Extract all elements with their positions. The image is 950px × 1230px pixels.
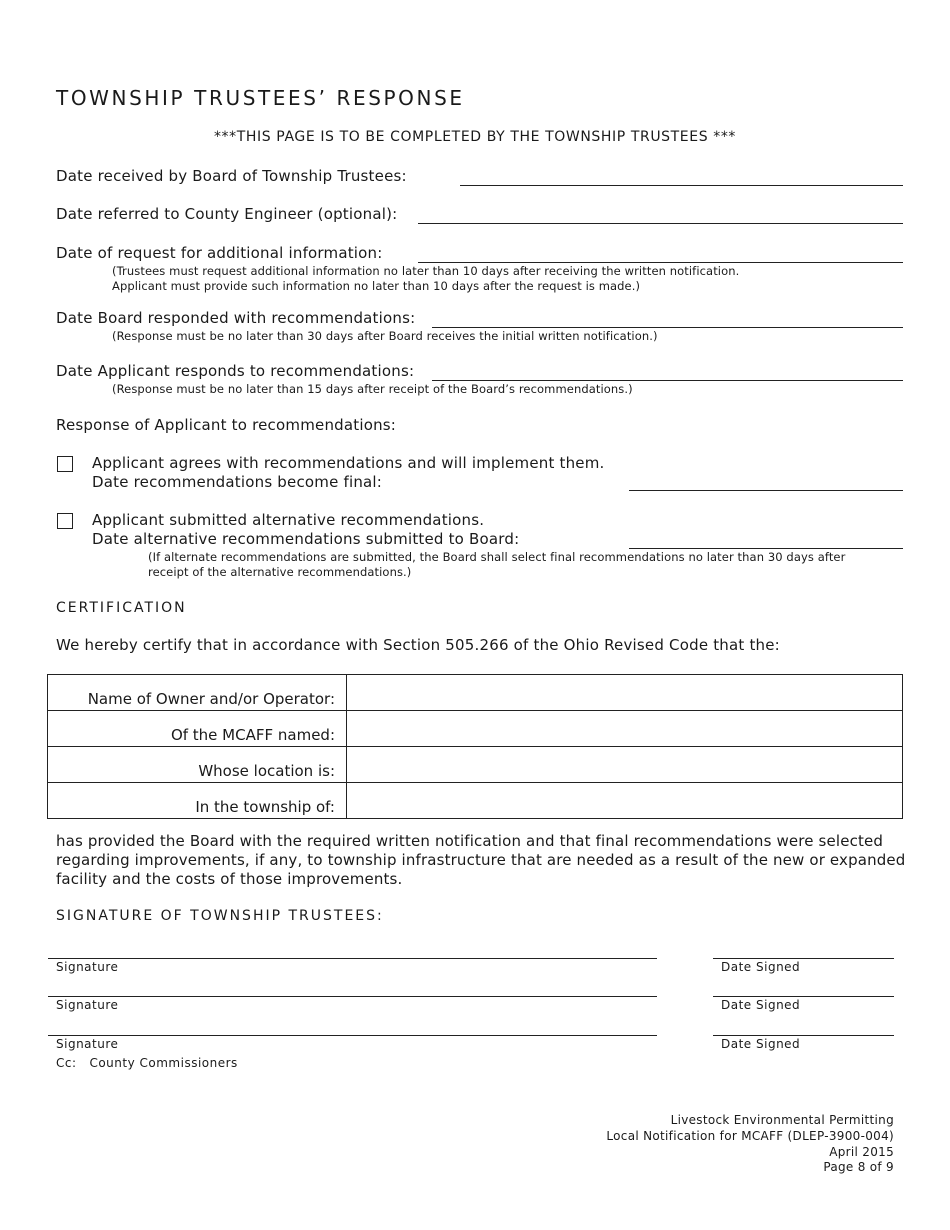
date-request-field[interactable] — [418, 262, 903, 263]
board-responded-field[interactable] — [432, 327, 903, 328]
date-request-label: Date of request for additional information: — [56, 244, 383, 262]
date-signed-field-2[interactable] — [713, 996, 894, 997]
table-row — [48, 747, 903, 783]
alternative-checkbox[interactable] — [57, 513, 73, 529]
township-field[interactable] — [347, 783, 903, 819]
alternative-date-field[interactable] — [629, 548, 903, 549]
location-label: Whose location is: — [48, 747, 347, 783]
location-field[interactable] — [347, 747, 903, 783]
signatures-heading: SIGNATURE OF TOWNSHIP TRUSTEES: — [56, 908, 384, 924]
certification-heading: CERTIFICATION — [56, 600, 187, 616]
board-responded-label: Date Board responded with recommendations: — [56, 309, 416, 327]
page-number: Page 8 of 9 — [823, 1160, 894, 1174]
table-row — [48, 675, 903, 711]
date-received-label: Date received by Board of Township Trustees: — [56, 167, 407, 185]
footer-date: April 2015 — [829, 1145, 894, 1159]
date-signed-label-2: Date Signed — [721, 998, 801, 1012]
alternative-note-line-2: receipt of the alternative recommendations.) — [148, 565, 412, 579]
agree-checkbox[interactable] — [57, 456, 73, 472]
alternative-option-label: Applicant submitted alternative recommendations. — [92, 511, 485, 529]
applicant-responds-label: Date Applicant responds to recommendations: — [56, 362, 415, 380]
signature-label-3: Signature — [56, 1037, 119, 1051]
request-note-line-1: (Trustees must request additional information no later than 10 days after receiving the written notification. — [112, 264, 740, 278]
board-responded-note: (Response must be no later than 30 days after Board receives the initial written notification.) — [112, 329, 658, 343]
final-date-label: Date recommendations become final: — [92, 473, 383, 491]
cc-line: Cc: County Commissioners — [56, 1056, 238, 1070]
page-title: TOWNSHIP TRUSTEES’ RESPONSE — [56, 86, 465, 110]
certification-statement: has provided the Board with the required written notification and that final recommendations were selected regarding improvements, if any, to township infrastructure that are needed as a result of the new or expanded facility and the costs of those improvements. — [56, 832, 906, 888]
signature-field-3[interactable] — [48, 1035, 657, 1036]
owner-operator-field[interactable] — [347, 675, 903, 711]
table-row — [48, 711, 903, 747]
footer-form-name: Local Notification for MCAFF (DLEP-3900-004) — [606, 1129, 894, 1143]
certification-table — [47, 674, 903, 819]
mcaff-name-field[interactable] — [347, 711, 903, 747]
alternative-note-line-1: (If alternate recommendations are submitted, the Board shall select final recommendations no later than 30 days after — [148, 550, 846, 564]
signature-field-2[interactable] — [48, 996, 657, 997]
final-date-field[interactable] — [629, 490, 903, 491]
instruction-banner: ***THIS PAGE IS TO BE COMPLETED BY THE TOWNSHIP TRUSTEES *** — [213, 129, 737, 145]
agree-option-label: Applicant agrees with recommendations and will implement them. — [92, 454, 605, 472]
date-referred-field[interactable] — [418, 223, 903, 224]
date-signed-field-1[interactable] — [713, 958, 894, 959]
date-signed-field-3[interactable] — [713, 1035, 894, 1036]
applicant-responds-field[interactable] — [432, 380, 903, 381]
date-referred-label: Date referred to County Engineer (optional): — [56, 205, 398, 223]
owner-operator-label: Name of Owner and/or Operator: — [48, 675, 347, 711]
date-signed-label-1: Date Signed — [721, 960, 801, 974]
certification-intro: We hereby certify that in accordance with Section 505.266 of the Ohio Revised Code that the: — [56, 636, 780, 654]
date-received-field[interactable] — [460, 185, 903, 186]
footer-program: Livestock Environmental Permitting — [670, 1113, 894, 1127]
date-signed-label-3: Date Signed — [721, 1037, 801, 1051]
signature-label-2: Signature — [56, 998, 119, 1012]
signature-label-1: Signature — [56, 960, 119, 974]
alternative-date-label: Date alternative recommendations submitted to Board: — [92, 530, 520, 548]
signature-field-1[interactable] — [48, 958, 657, 959]
mcaff-name-label: Of the MCAFF named: — [48, 711, 347, 747]
table-row — [48, 783, 903, 819]
request-note-line-2: Applicant must provide such information no later than 10 days after the request is made.) — [112, 279, 641, 293]
township-label: In the township of: — [48, 783, 347, 819]
applicant-responds-note: (Response must be no later than 15 days after receipt of the Board’s recommendations.) — [112, 382, 633, 396]
response-heading: Response of Applicant to recommendations: — [56, 416, 397, 434]
